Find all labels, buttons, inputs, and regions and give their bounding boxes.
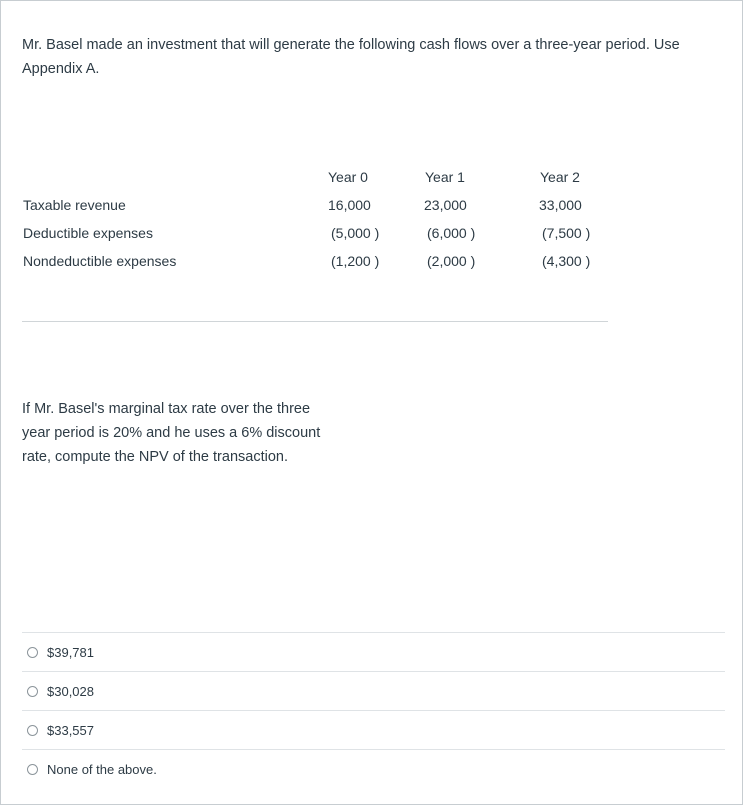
cell-deductible-expenses-year-2: (7,500 )	[542, 225, 591, 241]
answer-label: $33,557	[47, 722, 94, 738]
answer-option-1[interactable]	[22, 632, 725, 671]
answer-label: $30,028	[47, 683, 94, 699]
radio-button-icon[interactable]	[27, 686, 38, 697]
answer-label: $39,781	[47, 644, 94, 660]
answer-option-4[interactable]	[22, 749, 725, 788]
answer-option-3[interactable]	[22, 710, 725, 749]
radio-button-icon[interactable]	[27, 647, 38, 658]
row-label-nondeductible-expenses: Nondeductible expenses	[23, 253, 177, 269]
answer-option-2[interactable]	[22, 671, 725, 710]
radio-button-icon[interactable]	[27, 725, 38, 736]
header-year-1: Year 1	[425, 169, 465, 185]
question-intro: Mr. Basel made an investment that will generate the following cash flows over a three-year period. Use Appendix A.	[22, 37, 680, 77]
cell-nondeductible-expenses-year-2: (4,300 )	[542, 253, 591, 269]
cash-flow-table	[0, 0, 744, 300]
cell-taxable-revenue-year-0: 16,000	[328, 197, 371, 213]
header-year-2: Year 2	[540, 169, 580, 185]
section-divider	[22, 321, 608, 322]
row-label-taxable-revenue: Taxable revenue	[23, 197, 126, 213]
radio-button-icon[interactable]	[27, 764, 38, 775]
cell-nondeductible-expenses-year-0: (1,200 )	[331, 253, 380, 269]
header-year-0: Year 0	[328, 169, 368, 185]
answer-label: None of the above.	[47, 761, 157, 777]
question-prompt: If Mr. Basel's marginal tax rate over the three year period is 20% and he uses a 6% discount rate, compute the NPV of the transaction.	[22, 401, 321, 465]
cell-nondeductible-expenses-year-1: (2,000 )	[427, 253, 476, 269]
answer-list	[22, 632, 725, 788]
cell-taxable-revenue-year-2: 33,000	[539, 197, 582, 213]
cell-deductible-expenses-year-1: (6,000 )	[427, 225, 476, 241]
cell-taxable-revenue-year-1: 23,000	[424, 197, 467, 213]
cell-deductible-expenses-year-0: (5,000 )	[331, 225, 380, 241]
row-label-deductible-expenses: Deductible expenses	[23, 225, 153, 241]
